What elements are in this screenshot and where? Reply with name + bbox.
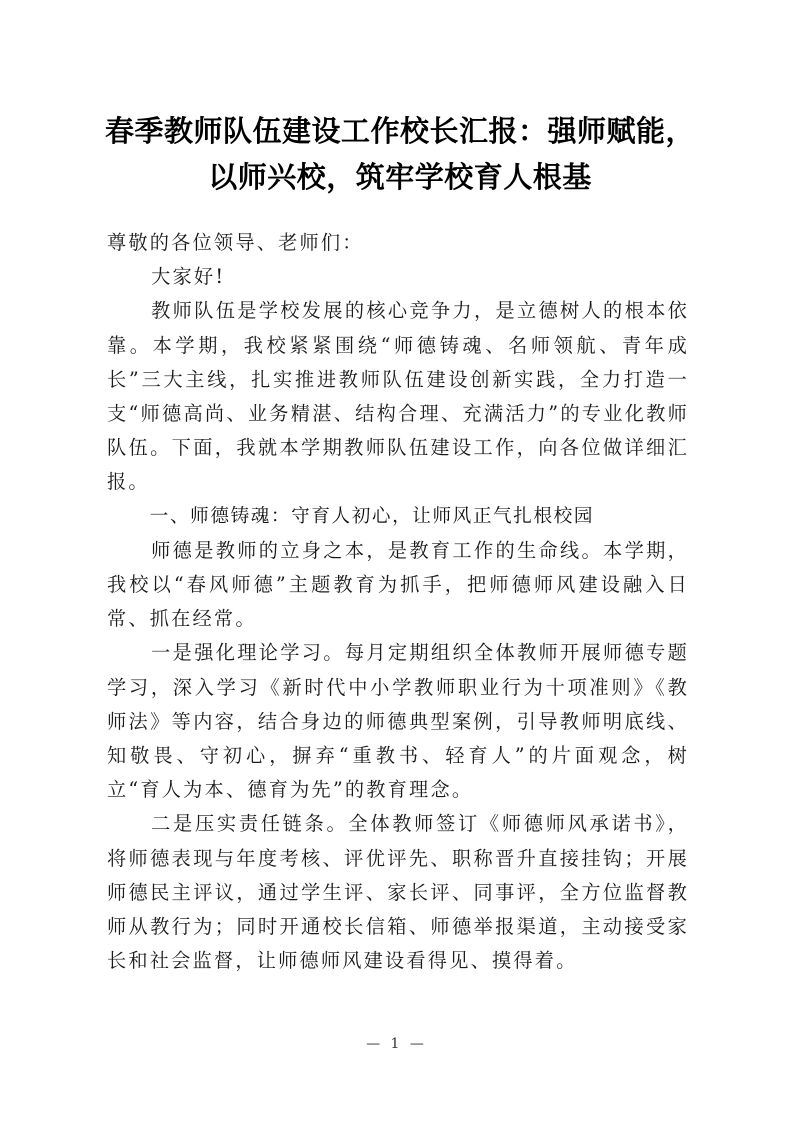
page-number: — 1 — xyxy=(366,1036,427,1052)
section-1-item-1: 一是强化理论学习。每月定期组织全体教师开展师德专题学习，深入学习《新时代中小学教师职业行为十项准则》《教师法》等内容，结合身边的师德典型案例，引导教师明底线、知敬畏、守初心，摒弃“重教书、轻育人”的片面观念，树立“育人为本、德育为先”的教育理念。 xyxy=(107,641,689,802)
section-1-item-2: 二是压实责任链条。全体教师签订《师德师风承诺书》，将师德表现与年度考核、评优评先、职称晋升直接挂钩；开展师德民主评议，通过学生评、家长评、同事评，全方位监督教师从教行为；同时开通校长信箱、师德举报渠道，主动接受家长和社会监督，让师德师风建设看得见、摸得着。 xyxy=(107,812,689,973)
document-title: 春季教师队伍建设工作校长汇报：强师赋能，以师兴校，筑牢学校育人根基 xyxy=(104,114,695,194)
salutation: 尊敬的各位领导、老师们： xyxy=(107,231,364,254)
intro-paragraph: 教师队伍是学校发展的核心竞争力，是立德树人的根本依靠。本学期，我校紧紧围绕“师德铸魂、名师领航、青年成长”三大主线，扎实推进教师队伍建设创新实践，全力打造一支“师德高尚、业务精湛、结构合理、充满活力”的专业化教师队伍。下面，我就本学期教师队伍建设工作，向各位做详细汇报。 xyxy=(107,299,689,494)
section-heading-1: 一、师德铸魂：守育人初心，让师风正气扎根校园 xyxy=(149,505,595,527)
document-body xyxy=(107,226,689,978)
greeting: 大家好! xyxy=(151,265,226,289)
section-1-intro: 师德是教师的立身之本，是教育工作的生命线。本学期，我校以“春风师德”主题教育为抓手，把师德师风建设融入日常、抓在经常。 xyxy=(107,538,689,631)
